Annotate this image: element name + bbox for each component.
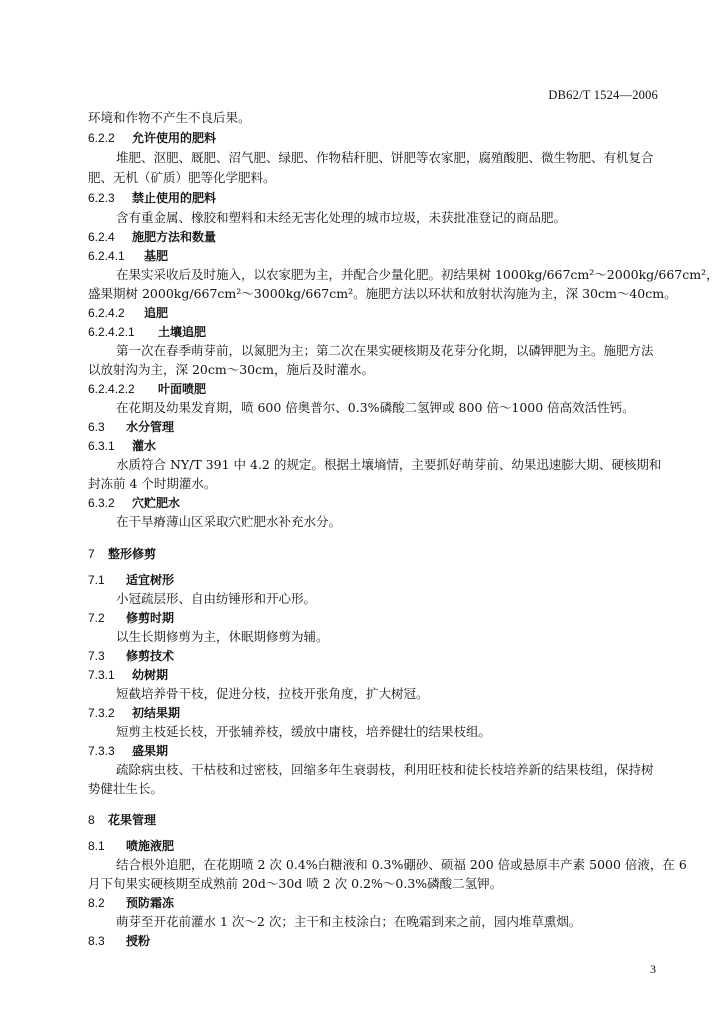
section-heading	[88, 610, 658, 626]
section-number: 7	[88, 547, 95, 561]
paragraph-line: 环境和作物不产生不良后果。	[88, 110, 251, 125]
document-code: DB62/T 1524—2006	[548, 88, 658, 102]
paragraph-line: 封冻前 4 个时期灌水。	[88, 476, 217, 491]
paragraph-line: 在花期及幼果发育期，喷 600 倍奥普尔、0.3%磷酸二氢钾或 800 倍～1000 倍高效活性钙。	[116, 400, 635, 415]
section-number: 8.2	[88, 896, 105, 910]
section-number: 7.3.3	[88, 744, 115, 758]
section-number: 6.2.4	[88, 230, 115, 244]
paragraph-line: 堆肥、沤肥、厩肥、沼气肥、绿肥、作物秸秆肥、饼肥等农家肥，腐殖酸肥、微生物肥、有机复合	[116, 150, 654, 165]
section-heading	[88, 229, 658, 245]
section-number: 6.2.4.2.2	[88, 382, 135, 396]
section-number: 6.2.3	[88, 191, 115, 205]
section-number: 7.1	[88, 573, 105, 587]
paragraph-line: 在干旱瘠薄山区采取穴贮肥水补充水分。	[116, 514, 342, 529]
section-heading	[88, 248, 658, 264]
paragraph-line: 水质符合 NY/T 391 中 4.2 的规定。根据土壤墒情，主要抓好萌芽前、幼果迅速膨大期、硬核期和	[116, 457, 662, 472]
section-number: 6.2.4.2.1	[88, 325, 135, 339]
section-heading	[88, 419, 658, 435]
section-title: 禁止使用的肥料	[132, 191, 217, 205]
section-number: 7.2	[88, 611, 105, 625]
section-number: 6.3.1	[88, 439, 115, 453]
section-title: 修剪技术	[126, 649, 175, 663]
section-heading	[88, 667, 658, 683]
section-heading	[88, 324, 658, 340]
paragraph-line: 疏除病虫枝、干枯枝和过密枝，回缩多年生衰弱枝，利用旺枝和徒长枝培养新的结果枝组，保持树	[116, 762, 654, 777]
paragraph-line: 势健壮生长。	[88, 781, 164, 796]
section-number: 6.3	[88, 420, 105, 434]
section-number: 6.3.2	[88, 496, 115, 510]
section-title: 水分管理	[126, 420, 175, 434]
section-title: 幼树期	[132, 668, 169, 682]
paragraph-line: 短剪主枝延长枝，开张辅养枝，缓放中庸枝，培养健壮的结果枝组。	[116, 724, 492, 739]
section-heading	[88, 838, 658, 854]
section-title: 叶面喷肥	[158, 382, 207, 396]
section-heading	[88, 381, 658, 397]
section-number: 6.2.4.2	[88, 306, 125, 320]
section-title: 初结果期	[132, 706, 181, 720]
section-title: 基肥	[144, 249, 169, 263]
section-title: 修剪时期	[126, 611, 175, 625]
paragraph-line: 盛果期树 2000kg/667cm²～3000kg/667cm²。施肥方法以环状和放射状沟施为主，深 30cm～40cm。	[88, 286, 677, 301]
section-number: 8.1	[88, 839, 105, 853]
paragraph-line: 在果实采收后及时施入，以农家肥为主，并配合少量化肥。初结果树 1000kg/667cm²～2000kg/667cm²，	[116, 267, 719, 282]
section-heading	[88, 495, 658, 511]
section-heading	[88, 933, 658, 949]
section-number: 7.3.2	[88, 706, 115, 720]
section-title: 穴贮肥水	[132, 496, 181, 510]
section-title: 整形修剪	[108, 547, 157, 561]
section-title: 追肥	[144, 306, 169, 320]
paragraph-line: 小冠疏层形、自由纺锤形和开心形。	[116, 591, 317, 606]
paragraph-line: 结合根外追肥，在花期喷 2 次 0.4%白糖液和 0.3%硼砂、硕福 200 倍或悬原丰产素 5000 倍液，在 6	[116, 857, 687, 872]
paragraph-line: 短截培养骨干枝，促进分枝，拉枝开张角度，扩大树冠。	[116, 686, 429, 701]
section-heading	[88, 705, 658, 721]
section-title: 喷施液肥	[126, 839, 175, 853]
section-number: 6.2.4.1	[88, 249, 125, 263]
section-heading	[88, 895, 658, 911]
section-number: 6.2.2	[88, 131, 115, 145]
paragraph-line: 以放射沟为主，深 20cm～30cm，施后及时灌水。	[88, 362, 374, 377]
paragraph-line: 月下旬果实硬核期至成熟前 20d～30d 喷 2 次 0.2%～0.3%磷酸二氢钾。	[88, 876, 503, 891]
section-title: 盛果期	[132, 744, 169, 758]
section-title: 适宜树形	[126, 573, 175, 587]
section-heading	[88, 130, 658, 146]
paragraph-line: 第一次在春季萌芽前，以氮肥为主；第二次在果实硬核期及花芽分化期，以磷钾肥为主。施肥方法	[116, 343, 654, 358]
paragraph-line: 以生长期修剪为主，休眠期修剪为辅。	[116, 629, 329, 644]
section-title: 灌水	[132, 439, 157, 453]
section-number: 7.3	[88, 649, 105, 663]
section-heading	[88, 572, 658, 588]
section-title: 花果管理	[108, 813, 157, 827]
section-title: 土壤追肥	[158, 325, 207, 339]
section-number: 8.3	[88, 934, 105, 948]
paragraph-line: 萌芽至开花前灌水 1 次～2 次；主干和主枝涂白；在晚霜到来之前，园内堆草熏烟。	[116, 914, 582, 929]
section-heading	[88, 743, 658, 759]
section-heading	[88, 648, 658, 664]
section-heading	[88, 812, 658, 828]
section-heading	[88, 190, 658, 206]
section-title: 允许使用的肥料	[132, 131, 217, 145]
page-number: 3	[650, 962, 656, 976]
section-title: 授粉	[126, 934, 151, 948]
section-title: 预防霜冻	[126, 896, 175, 910]
section-title: 施肥方法和数量	[132, 230, 217, 244]
section-heading	[88, 438, 658, 454]
paragraph-line: 肥、无机（矿质）肥等化学肥料。	[88, 170, 276, 185]
section-number: 7.3.1	[88, 668, 115, 682]
paragraph-line: 含有重金属、橡胶和塑料和未经无害化处理的城市垃圾，未获批准登记的商品肥。	[116, 210, 567, 225]
section-heading	[88, 305, 658, 321]
section-heading	[88, 546, 658, 562]
section-number: 8	[88, 813, 95, 827]
